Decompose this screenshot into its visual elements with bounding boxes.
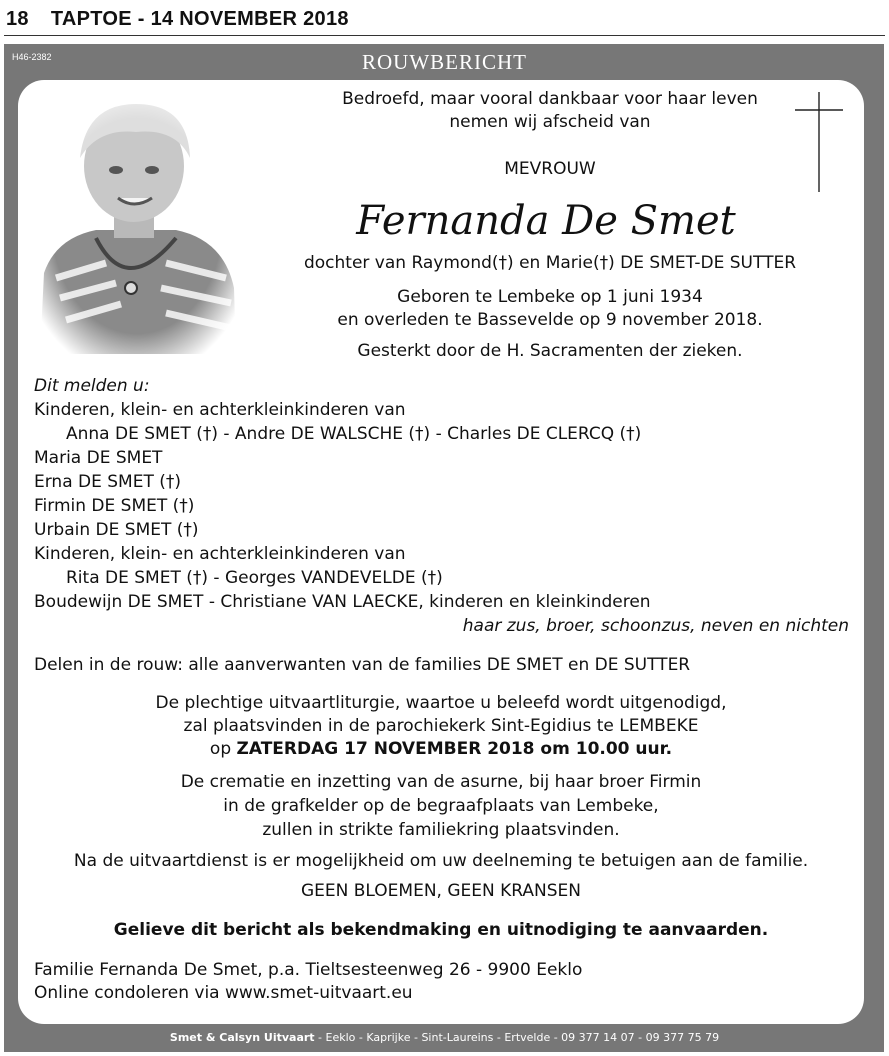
funeral-home-details: - Eeklo - Kaprijke - Sint-Laureins - Ertvelde - 09 377 14 07 - 09 377 75 79 [314,1031,720,1044]
liturgy-line-2: zal plaatsvinden in de parochiekerk Sint-Egidius te LEMBEKE [183,716,699,736]
family-line: Maria DE SMET [34,448,163,468]
relatives-line: haar zus, broer, schoonzus, neven en nichten [462,616,849,636]
ceremony-date: ZATERDAG 17 NOVEMBER 2018 om 10.00 uur. [236,739,673,759]
family-line: Kinderen, klein- en achterkleinkinderen van [34,400,406,420]
accept-line: Gelieve dit bericht als bekendmaking en uitnodiging te aanvaarden. [113,920,769,940]
liturgy-prefix: op [209,739,237,759]
salutation: MEVROUW [504,159,596,179]
publication-title: TAPTOE - 14 NOVEMBER 2018 [50,8,349,30]
mourning-line: Delen in de rouw: alle aanverwanten van de families DE SMET en DE SUTTER [34,655,691,675]
parents-line: dochter van Raymond(†) en Marie(†) DE SMET-DE SUTTER [303,253,797,273]
intro-line-2: nemen wij afscheid van [449,112,651,132]
page-number: 18 [6,8,29,30]
family-line: Erna DE SMET (†) [34,472,182,492]
cremation-line-2: in de grafkelder op de begraafplaats van Lembeke, [223,796,659,816]
notice-banner: ROUWBERICHT [362,50,527,74]
cremation-line-3: zullen in strikte familiekring plaatsvinden. [262,820,620,840]
deceased-name: Fernanda De Smet [356,198,736,244]
online-condolence-line: Online condoleren via www.smet-uitvaart.eu [34,983,413,1003]
family-line: Firmin DE SMET (†) [34,496,195,516]
family-line: Rita DE SMET (†) - Georges VANDEVELDE (†) [66,568,443,588]
page-header [6,8,349,31]
liturgy-line-1: De plechtige uitvaartliturgie, waartoe u beleefd wordt uitgenodigd, [155,693,727,713]
cremation-line-1: De crematie en inzetting van de asurne, bij haar broer Firmin [180,772,702,792]
death-line: en overleden te Bassevelde op 9 november 2018. [337,310,763,330]
address-line: Familie Fernanda De Smet, p.a. Tieltsesteenweg 26 - 9900 Eeklo [34,960,583,980]
family-line: Urbain DE SMET (†) [34,520,199,540]
announce-label: Dit melden u: [34,376,150,396]
header-divider [4,35,885,36]
intro-line-1: Bedroefd, maar vooral dankbaar voor haar leven [342,89,758,109]
sacraments-line: Gesterkt door de H. Sacramenten der zieken. [357,341,743,361]
condolence-line: Na de uitvaartdienst is er mogelijkheid om uw deelneming te betuigen aan de familie. [73,851,809,871]
family-line: Anna DE SMET (†) - Andre DE WALSCHE (†) - Charles DE CLERCQ (†) [66,424,642,444]
birth-line: Geboren te Lembeke op 1 juni 1934 [397,287,703,307]
family-line: Boudewijn DE SMET - Christiane VAN LAECKE, kinderen en kleinkinderen [34,592,651,612]
ad-code: H46-2382 [12,52,52,62]
portrait-photo [36,98,238,354]
funeral-home-footer [0,1031,889,1044]
no-flowers-line: GEEN BLOEMEN, GEEN KRANSEN [300,881,581,901]
funeral-home-name: Smet & Calsyn Uitvaart [169,1031,315,1044]
family-line: Kinderen, klein- en achterkleinkinderen van [34,544,406,564]
liturgy-line-3 [18,738,864,760]
